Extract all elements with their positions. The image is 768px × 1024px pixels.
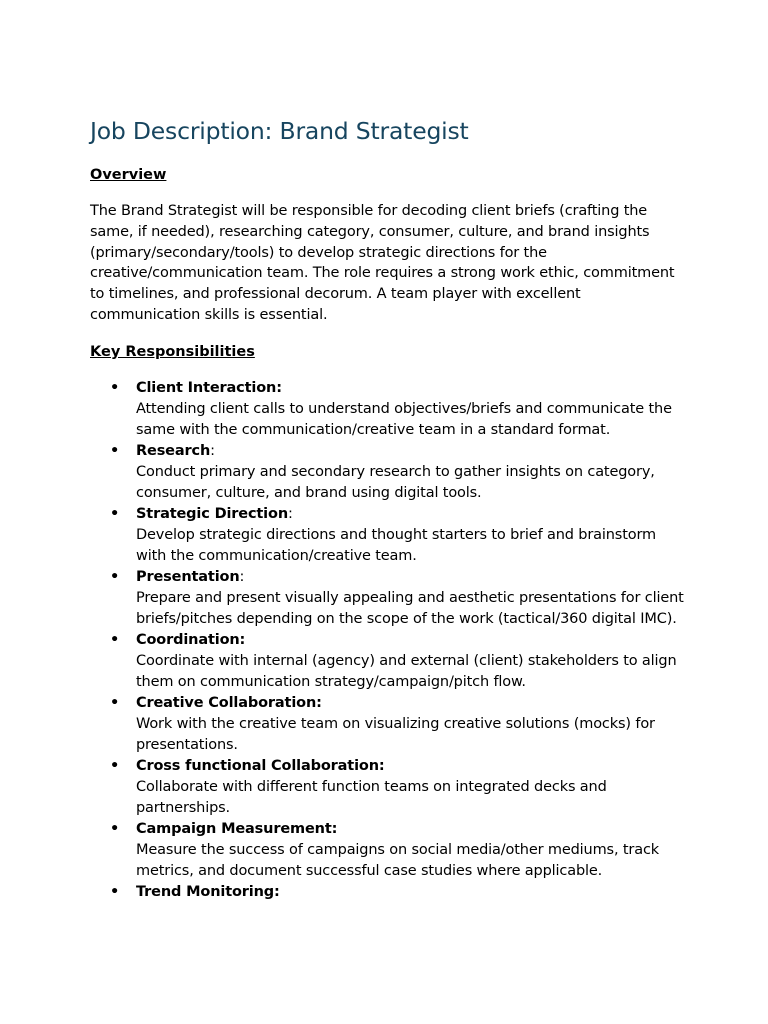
bullet-icon: •: [110, 694, 120, 711]
item-label: Coordination:: [136, 631, 246, 648]
item-label: Strategic Direction: [136, 505, 288, 522]
item-label: Campaign Measurement:: [136, 820, 338, 837]
key-responsibilities-heading: Key Responsibilities: [90, 343, 255, 360]
item-description: Develop strategic directions and thought starters to brief and brainstorm with the communication/creative team.: [136, 526, 656, 564]
item-label: Cross functional Collaboration:: [136, 757, 385, 774]
overview-heading: Overview: [90, 167, 167, 183]
list-item-research: [90, 441, 690, 504]
item-description: Attending client calls to understand objectives/briefs and communicate the same with the communication/creative team in a standard format.: [136, 400, 672, 438]
list-item-campaign-measurement: [90, 819, 690, 882]
bullet-icon: •: [110, 379, 120, 396]
list-item-trend-monitoring: [90, 882, 690, 903]
list-item-cross-functional-collaboration: [90, 756, 690, 819]
item-description: Work with the creative team on visualizing creative solutions (mocks) for presentations.: [136, 715, 655, 753]
list-item-creative-collaboration: [90, 693, 690, 756]
item-label: Client Interaction:: [136, 379, 282, 396]
list-item-client-interaction: [90, 378, 690, 441]
list-item-presentation: [90, 567, 690, 630]
bullet-icon: •: [110, 568, 120, 585]
item-description: Prepare and present visually appealing and aesthetic presentations for client briefs/pitches depending on the scope of the work (tactical/360 digital IMC).: [136, 589, 684, 627]
bullet-icon: •: [110, 757, 120, 774]
bullet-icon: •: [110, 505, 120, 522]
item-label-suffix: :: [210, 442, 215, 459]
bullet-icon: •: [110, 820, 120, 837]
bullet-icon: •: [110, 883, 120, 900]
item-label-suffix: :: [239, 568, 245, 585]
item-label: Presentation: [136, 568, 240, 585]
item-description: Coordinate with internal (agency) and external (client) stakeholders to align them on communication strategy/campaign/pitch flow.: [136, 652, 677, 690]
item-label: Trend Monitoring:: [136, 883, 280, 900]
item-description: Collaborate with different function teams on integrated decks and partnerships.: [136, 778, 607, 816]
item-description: Conduct primary and secondary research to gather insights on category, consumer, culture, and brand using digital tools.: [136, 463, 655, 501]
item-label: Research: [136, 442, 211, 459]
item-description: Measure the success of campaigns on social media/other mediums, track metrics, and document successful case studies where applicable.: [136, 841, 660, 879]
bullet-icon: •: [110, 442, 120, 459]
list-item-strategic-direction: [90, 504, 690, 567]
item-label-suffix: :: [288, 505, 293, 522]
responsibilities-list: [90, 378, 690, 903]
overview-text: The Brand Strategist will be responsible for decoding client briefs (crafting the same, if needed), researching category, consumer, culture, and brand insights (primary/secondary/tools) to develop strategic directions for the creative/communication team. The role requires a strong work ethic, commitment to timelines, and professional decorum. A team player with excellent communication skills is essential.: [90, 203, 675, 323]
document-page: [90, 115, 690, 903]
list-item-coordination: [90, 630, 690, 693]
item-label: Creative Collaboration:: [136, 694, 322, 711]
page-title: Job Description: Brand Strategist: [90, 117, 469, 145]
bullet-icon: •: [110, 631, 120, 648]
